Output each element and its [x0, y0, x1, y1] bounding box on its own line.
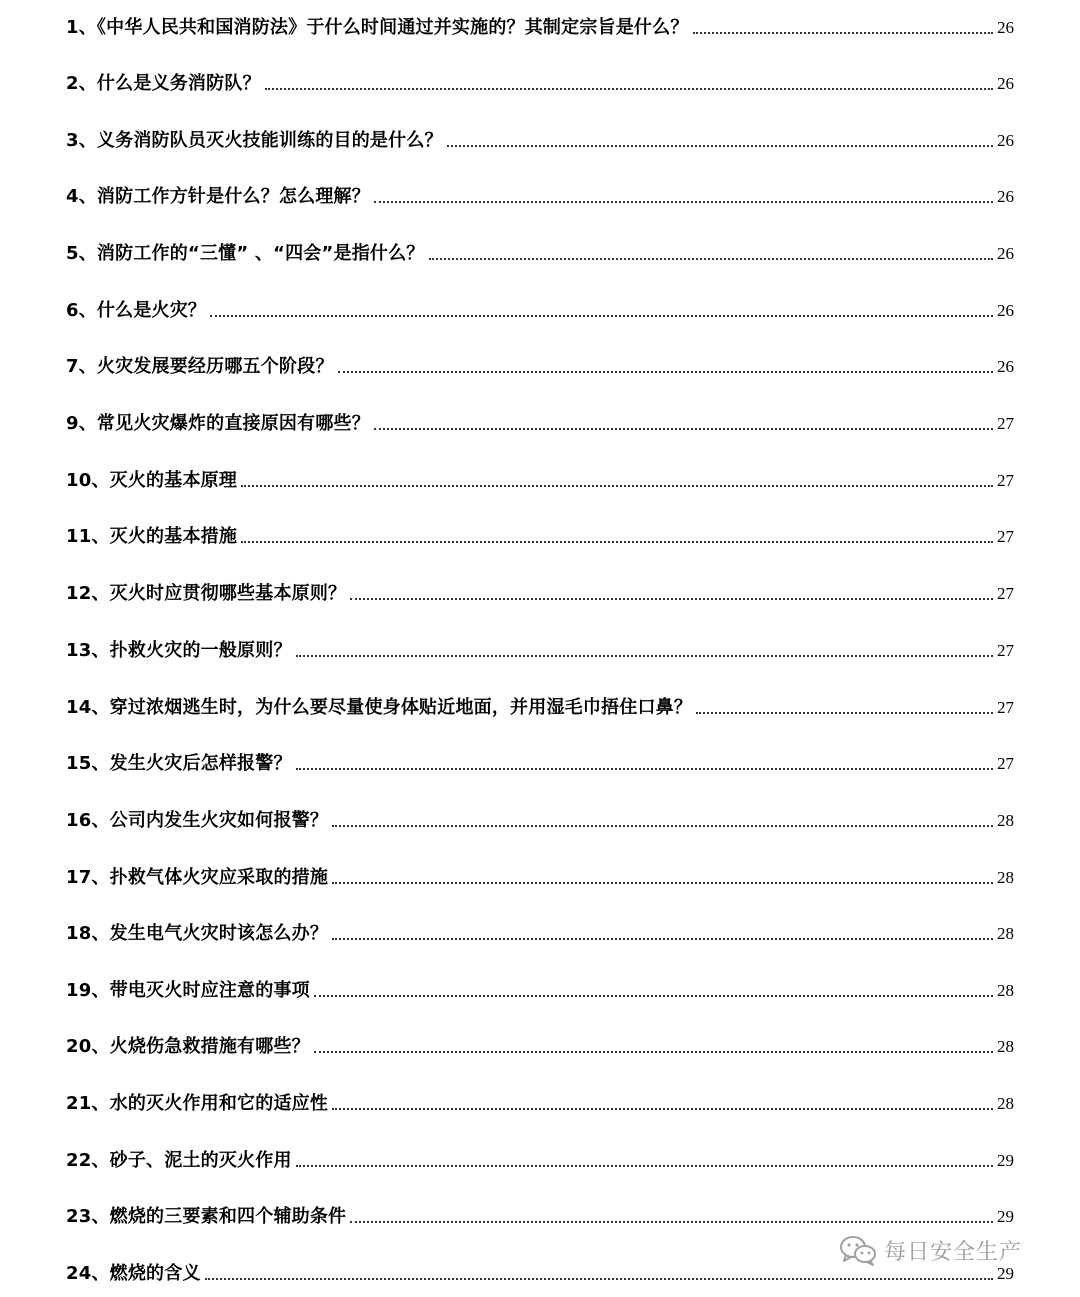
toc-leader-dots — [296, 655, 993, 657]
toc-entry-title: 9、常见火灾爆炸的直接原因有哪些？ — [66, 413, 370, 434]
toc-page-number: 28 — [997, 811, 1014, 830]
toc-leader-dots — [696, 712, 993, 714]
toc-leader-dots — [350, 1221, 993, 1223]
watermark-text: 每日安全生产 — [884, 1239, 1023, 1265]
toc-page-number: 26 — [997, 74, 1014, 93]
toc-page-number: 26 — [997, 131, 1014, 150]
toc-leader-dots — [210, 315, 993, 317]
toc-entry[interactable] — [66, 1029, 1014, 1059]
toc-page-number: 26 — [997, 244, 1014, 263]
toc-leader-dots — [447, 145, 993, 147]
toc-leader-dots — [332, 825, 993, 827]
toc-leader-dots — [374, 201, 993, 203]
toc-page-number: 28 — [997, 924, 1014, 943]
toc-entry[interactable] — [66, 519, 1014, 549]
toc-entry-title: 13、扑救火灾的一般原则？ — [66, 640, 292, 661]
toc-page-number: 27 — [997, 471, 1014, 490]
toc-page-number: 28 — [997, 1094, 1014, 1113]
toc-leader-dots — [265, 88, 993, 90]
toc-page-number: 26 — [997, 18, 1014, 37]
toc-entry[interactable] — [66, 690, 1014, 720]
toc-entry[interactable] — [66, 179, 1014, 209]
toc-entry-title: 19、带电灭火时应注意的事项 — [66, 980, 310, 1001]
toc-entry-title: 6、什么是火灾？ — [66, 300, 207, 321]
toc-leader-dots — [241, 541, 993, 543]
toc-page-number: 27 — [997, 641, 1014, 660]
toc-leader-dots — [332, 938, 993, 940]
toc-entry-title: 23、燃烧的三要素和四个辅助条件 — [66, 1206, 347, 1227]
toc-leader-dots — [296, 768, 993, 770]
toc-page-number: 28 — [997, 1037, 1014, 1056]
toc-page-number: 26 — [997, 187, 1014, 206]
toc-entry-title: 12、灭火时应贯彻哪些基本原则？ — [66, 583, 347, 604]
toc-leader-dots — [338, 371, 993, 373]
toc-entry[interactable] — [66, 1199, 1014, 1229]
toc-page-number: 28 — [997, 981, 1014, 1000]
toc-entry[interactable] — [66, 803, 1014, 833]
toc-entry-title: 24、燃烧的含义 — [66, 1263, 201, 1284]
toc-entry[interactable] — [66, 860, 1014, 890]
toc-leader-dots — [314, 995, 993, 997]
toc-entry-title: 22、砂子、泥土的灭火作用 — [66, 1150, 292, 1171]
toc-entry[interactable] — [66, 66, 1014, 96]
toc-entry-title: 17、扑救气体火灾应采取的措施 — [66, 867, 329, 888]
toc-leader-dots — [374, 428, 993, 430]
toc-page-number: 29 — [997, 1207, 1014, 1226]
toc-leader-dots — [332, 1108, 993, 1110]
toc-entry-title: 15、发生火灾后怎样报警？ — [66, 753, 292, 774]
toc-page-number: 27 — [997, 584, 1014, 603]
toc-leader-dots — [314, 1051, 993, 1053]
toc-entry-title: 21、水的灭火作用和它的适应性 — [66, 1093, 329, 1114]
toc-entry-title: 2、什么是义务消防队？ — [66, 73, 261, 94]
toc-entry-title: 7、火灾发展要经历哪五个阶段？ — [66, 356, 334, 377]
toc-entry-title: 5、消防工作的“三懂” 、“四会”是指什么？ — [66, 243, 425, 264]
toc-entry[interactable] — [66, 1143, 1014, 1173]
toc-entry[interactable] — [66, 293, 1014, 323]
toc-entry[interactable] — [66, 1086, 1014, 1116]
toc-page-number: 26 — [997, 357, 1014, 376]
toc-entry-title: 4、消防工作方针是什么？怎么理解？ — [66, 186, 370, 207]
toc-entry-title: 11、灭火的基本措施 — [66, 526, 238, 547]
toc-page-number: 29 — [997, 1151, 1014, 1170]
toc-leader-dots — [241, 485, 993, 487]
toc-entry-title: 20、火烧伤急救措施有哪些？ — [66, 1036, 310, 1057]
toc-leader-dots — [205, 1278, 993, 1280]
toc-entry[interactable] — [66, 406, 1014, 436]
toc-entry[interactable] — [66, 746, 1014, 776]
toc-entry-title: 3、义务消防队员灭火技能训练的目的是什么？ — [66, 130, 443, 151]
toc-entry-title: 14、穿过浓烟逃生时，为什么要尽量使身体贴近地面，并用湿毛巾捂住口鼻？ — [66, 697, 693, 718]
toc-entry-title: 1、《中华人民共和国消防法》于什么时间通过并实施的？其制定宗旨是什么？ — [66, 17, 689, 38]
watermark — [838, 1232, 1022, 1268]
toc-page-number: 28 — [997, 868, 1014, 887]
toc-entry[interactable] — [66, 123, 1014, 153]
toc-entry[interactable] — [66, 973, 1014, 1003]
toc-page-number: 27 — [997, 754, 1014, 773]
toc-entry[interactable] — [66, 633, 1014, 663]
toc-leader-dots — [693, 32, 993, 34]
toc-entry-title: 10、灭火的基本原理 — [66, 470, 238, 491]
toc-entry-title: 16、公司内发生火灾如何报警？ — [66, 810, 329, 831]
wechat-icon — [838, 1234, 878, 1266]
toc-page-number: 27 — [997, 414, 1014, 433]
toc-entry[interactable] — [66, 236, 1014, 266]
toc-entry-title: 18、发生电气火灾时该怎么办？ — [66, 923, 329, 944]
toc-entry[interactable] — [66, 916, 1014, 946]
toc-entry[interactable] — [66, 349, 1014, 379]
toc-page-number: 27 — [997, 698, 1014, 717]
toc-page-number: 26 — [997, 301, 1014, 320]
toc-leader-dots — [332, 882, 993, 884]
toc-leader-dots — [296, 1165, 993, 1167]
toc-entry[interactable] — [66, 576, 1014, 606]
toc-page-number: 27 — [997, 527, 1014, 546]
toc-page-number: 29 — [997, 1264, 1014, 1283]
toc-leader-dots — [429, 258, 993, 260]
toc-entry[interactable] — [66, 463, 1014, 493]
toc-leader-dots — [350, 598, 993, 600]
toc-entry[interactable] — [66, 10, 1014, 40]
